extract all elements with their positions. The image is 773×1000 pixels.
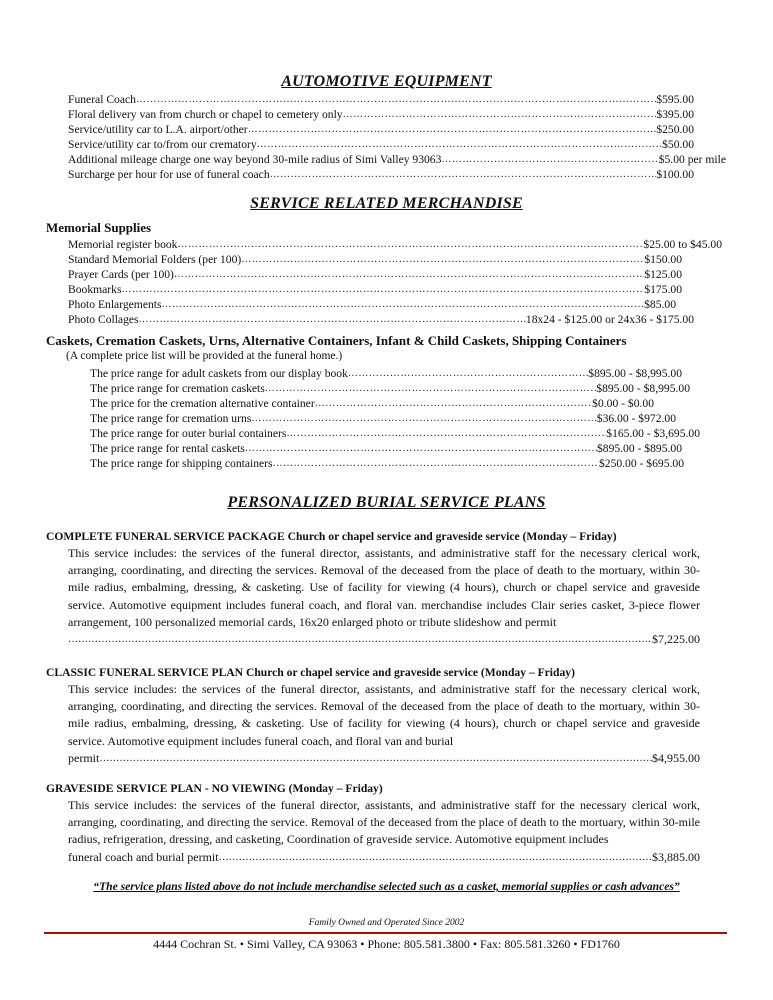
footer-address: 4444 Cochran St. • Simi Valley, CA 93063 • Phone: 805.581.3800 • Fax: 805.581.3260 • FD1760 — [153, 937, 620, 951]
footer-divider — [44, 932, 727, 934]
caskets-heading: Caskets, Cremation Caskets, Urns, Alternative Containers, Infant & Child Caskets, Shipping Containers — [46, 333, 627, 348]
item-price: $395.00 — [656, 108, 694, 121]
item-price: $5.00 per mile — [658, 153, 726, 166]
item-price: $165.00 - $3,695.00 — [606, 427, 700, 440]
price-row — [68, 312, 694, 327]
item-price: $100.00 — [656, 168, 694, 181]
item-label: Prayer Cards (per 100) — [68, 268, 174, 281]
item-label: Standard Memorial Folders (per 100) — [68, 253, 242, 266]
complete-plan-body: This service includes: the services of the funeral director, assistants, and administrative staff for the necessary clerical work, arranging, coordinating, and directing the services. Removal of the deceased from the place of death to the mortuary, within 30-mile radius, embalming, dressing, & casketing. Use of facility for viewing (4 hours), church or chapel service and graveside service. Automotive equipment includes funeral coach, and floral van. merchandise includes Clair series casket, 3-piece flower arrangement, 100 personalized memorial cards, 16x20 enlarged photo or tribute slideshow and permit — [68, 546, 700, 629]
item-price: $175.00 — [644, 283, 682, 296]
item-price: $125.00 — [644, 268, 682, 281]
price-row — [90, 441, 682, 456]
caskets-note: (A complete price list will be provided at the funeral home.) — [66, 350, 343, 362]
item-label: Floral delivery van from church or chapel to cemetery only — [68, 108, 343, 121]
price-row — [68, 107, 694, 122]
classic-plan-body: This service includes: the services of the funeral director, assistants, and administrative staff for the necessary clerical work, arranging, coordinating, and directing the services. Removal of the deceased from the place of death to the mortuary, within 30-mile radius, embalming, dressing, & casketing. Use of facility for viewing (4 hours), church or chapel service and graveside service. Automotive equipment includes funeral coach, and floral van and burial — [68, 682, 700, 748]
item-label: Additional mileage charge one way beyond 30-mile radius of Simi Valley 93063 — [68, 153, 442, 166]
complete-plan-description — [68, 545, 700, 648]
item-price: 18x24 - $125.00 or 24x36 - $175.00 — [525, 313, 694, 326]
price-row — [90, 456, 684, 471]
graveside-plan-price: $3,885.00 — [652, 849, 700, 864]
price-row — [68, 252, 682, 267]
price-row — [68, 297, 676, 312]
item-price: $895.00 - $8,995.00 — [588, 367, 682, 380]
price-row — [68, 92, 694, 107]
item-price: $0.00 - $0.00 — [592, 397, 654, 410]
item-price: $250.00 - $695.00 — [598, 457, 684, 470]
classic-plan-price-line — [68, 750, 700, 767]
price-row — [68, 122, 694, 137]
price-row — [68, 167, 694, 182]
item-label: The price range for cremation urns — [90, 412, 252, 425]
item-price: $50.00 — [662, 138, 694, 151]
item-label: The price for the cremation alternative container — [90, 397, 315, 410]
memorial-supplies-heading: Memorial Supplies — [46, 220, 152, 235]
classic-plan-heading: CLASSIC FUNERAL SERVICE PLAN Church or chapel service and graveside service (Monday – Friday) — [46, 666, 575, 679]
item-label: The price range for adult caskets from our display book — [90, 367, 348, 380]
item-label: Photo Collages — [68, 313, 139, 326]
item-price: $36.00 - $972.00 — [596, 412, 676, 425]
merchandise-section-title: SERVICE RELATED MERCHANDISE — [250, 195, 523, 212]
item-label: Memorial register book — [68, 238, 178, 251]
plans-section-title: PERSONALIZED BURIAL SERVICE PLANS — [227, 494, 546, 511]
complete-plan-heading: COMPLETE FUNERAL SERVICE PACKAGE Church or chapel service and graveside service (Monday – Friday) — [46, 530, 617, 543]
complete-plan-price: $7,225.00 — [652, 632, 700, 647]
item-price: $595.00 — [656, 93, 694, 106]
graveside-plan-last-line: funeral coach and burial permit — [68, 849, 219, 864]
price-row — [68, 137, 694, 152]
item-label: Service/utility car to/from our crematory — [68, 138, 257, 151]
price-row — [90, 366, 682, 381]
item-label: Surcharge per hour for use of funeral coach — [68, 168, 270, 181]
item-price: $895.00 - $8,995.00 — [596, 382, 690, 395]
item-price: $25.00 to $45.00 — [643, 238, 722, 251]
price-row — [68, 152, 726, 167]
price-row — [68, 267, 682, 282]
item-price: $85.00 — [644, 298, 676, 311]
automotive-section-title: AUTOMOTIVE EQUIPMENT — [281, 73, 492, 90]
classic-plan-price: $4,955.00 — [652, 750, 700, 765]
plans-disclaimer: “The service plans listed above do not include merchandise selected such as a casket, memorial supplies or cash advances” — [93, 880, 680, 893]
complete-plan-price-line — [68, 631, 700, 648]
item-label: Photo Enlargements — [68, 298, 162, 311]
graveside-plan-price-line — [68, 849, 700, 866]
price-row — [68, 282, 682, 297]
classic-plan-description — [68, 681, 700, 767]
price-row — [90, 426, 700, 441]
price-row — [90, 381, 690, 396]
item-price: $250.00 — [656, 123, 694, 136]
item-label: The price range for rental caskets — [90, 442, 245, 455]
item-label: Service/utility car to L.A. airport/other — [68, 123, 248, 136]
graveside-plan-description — [68, 797, 700, 866]
item-label: The price range for cremation caskets — [90, 382, 265, 395]
item-label: Bookmarks — [68, 283, 122, 296]
item-label: Funeral Coach — [68, 93, 136, 106]
graveside-plan-body: This service includes: the services of the funeral director, assistants, and administrative staff for the necessary clerical work, arranging, coordinating, and directing the service. Removal of the deceased from the place of death to the mortuary, within 30-mile radius, refrigeration, dressing, and casketing, Coordination of graveside service. Automotive equipment includes — [68, 798, 700, 847]
item-label: The price range for shipping containers — [90, 457, 273, 470]
classic-plan-last-word: permit — [68, 750, 100, 765]
footer-tagline: Family Owned and Operated Since 2002 — [308, 918, 465, 928]
price-row — [68, 237, 722, 252]
price-row — [90, 396, 654, 411]
item-price: $895.00 - $895.00 — [596, 442, 682, 455]
price-row — [90, 411, 676, 426]
item-label: The price range for outer burial containers — [90, 427, 287, 440]
item-price: $150.00 — [644, 253, 682, 266]
graveside-plan-heading: GRAVESIDE SERVICE PLAN - NO VIEWING (Monday – Friday) — [46, 782, 383, 795]
